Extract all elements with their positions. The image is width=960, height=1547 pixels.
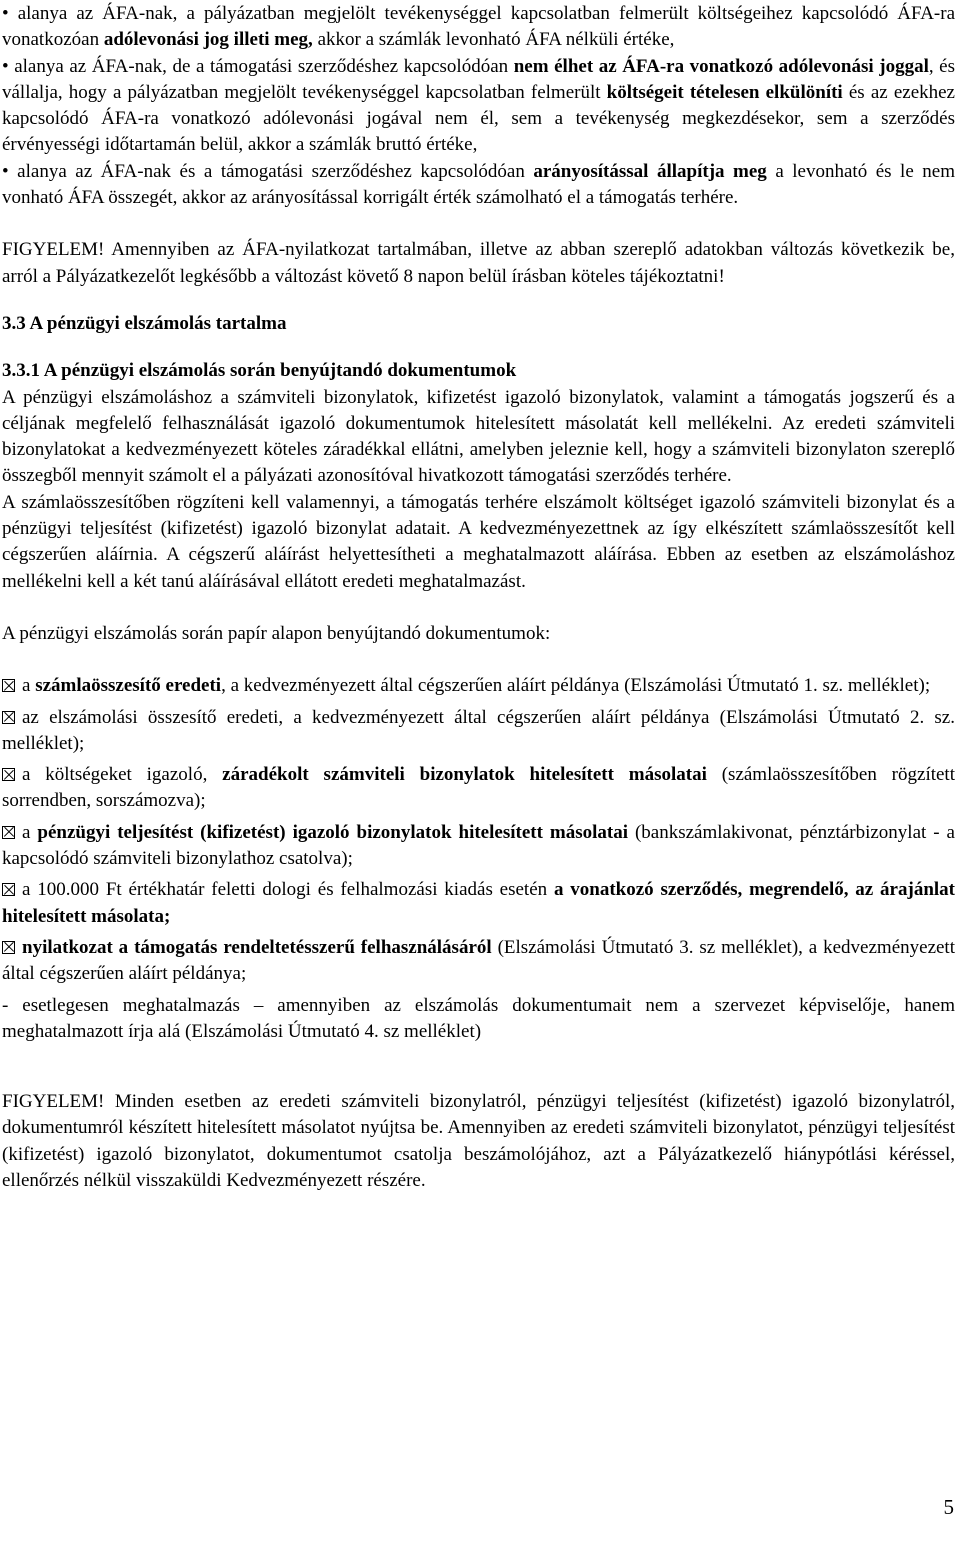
dash-item-authorization: - esetlegesen meghatalmazás – amennyiben az elszámolás dokumentumait nem a szervezet képviselője, hanem meghatalmazott írja alá (Elszámolási Útmutató 4. sz melléklet) <box>2 994 955 1042</box>
checkbox-x-icon <box>2 679 15 692</box>
checklist-item: a költségeket igazoló, záradékolt számviteli bizonylatok hitelesített másolatai (számlaösszesítőben rögzített sorrendben, sorszámozva); <box>2 764 955 812</box>
section-heading-3-3: 3.3 A pénzügyi elszámolás tartalma <box>2 312 287 334</box>
checkbox-x-icon <box>2 768 15 781</box>
checkbox-x-icon <box>2 711 15 724</box>
checklist-item: a pénzügyi teljesítést (kifizetést) igazoló bizonylatok hitelesített másolatai (bankszámlakivonat, pénztárbizonylat - a kapcsolódó számviteli bizonylathoz csatolva); <box>2 821 955 870</box>
document-checklist <box>2 673 955 1045</box>
page-number: 5 <box>943 1495 954 1519</box>
warning-notice-2: FIGYELEM! Minden esetben az eredeti számviteli bizonylatról, pénzügyi teljesítést (kifizetést) igazoló bizonylatról, dokumentumról készített hitelesített másolatot nyújtsa be. Amennyiben az eredeti számviteli bizonylatot, pénzügyi teljesítést (kifizetést) igazoló bizonylatot, dokumentumot csatolja beszámolójához, azt a Pályázatkezelő hiánypótlási kéréssel, ellenőrzés nélkül visszaküldi Kedvezményezett részére. <box>2 1091 955 1191</box>
checklist-item: az elszámolási összesítő eredeti, a kedvezményezett által cégszerűen aláírt példánya (Elszámolási Útmutató 2. sz. melléklet); <box>2 706 955 754</box>
section-heading-3-3-1: 3.3.1 A pénzügyi elszámolás során benyújtandó dokumentumok <box>2 360 517 382</box>
checkbox-x-icon <box>2 883 15 896</box>
checklist-item: a 100.000 Ft értékhatár feletti dologi és felhalmozási kiadás esetén a vonatkozó szerződés, megrendelő, az árajánlat hitelesített másolata; <box>2 879 955 927</box>
checkbox-x-icon <box>2 941 15 954</box>
paragraph-attachments: A pénzügyi elszámoláshoz a számviteli bizonylatok, kifizetést igazoló bizonylatok, valamint a támogatás jogszerű és a céljának megfelelő felhasználását igazoló dokumentumok hitelesített másolatát kell mellékelni. Az eredeti számviteli bizonylatokat a kedvezményezett köteles záradékkal ellátni, amelyben jeleznie kell, hogy a számviteli bizonylaton szereplő összegből mennyit számolt el a pályázati azonosítóval hivatkozott támogatási szerződés terhére. <box>2 386 955 487</box>
warning-notice-1: FIGYELEM! Amennyiben az ÁFA-nyilatkozat tartalmában, illetve az abban szereplő adatokban változás következik be, arról a Pályázatkezelőt legkésőbb a változást követő 8 napon belül írásban köteles tájékoztatni! <box>2 239 955 287</box>
vat-bullet-1: • alanya az ÁFA-nak, a pályázatban megjelölt tevékenységgel kapcsolatban felmerült költségeihez kapcsolódó ÁFA-ra vonatkozóan adólevonási jog illeti meg, akkor a számlák levonható ÁFA nélküli értéke, <box>2 3 955 51</box>
vat-bullet-3: • alanya az ÁFA-nak és a támogatási szerződéshez kapcsolódóan arányosítással állapítja meg a levonható és le nem vonható ÁFA összegét, akkor az arányosítással korrigált érték számolható el a támogatás terhére. <box>2 160 955 209</box>
vat-bullet-2: • alanya az ÁFA-nak, de a támogatási szerződéshez kapcsolódóan nem élhet az ÁFA-ra vonatkozó adólevonási joggal, és vállalja, hogy a pályázatban megjelölt tevékenységgel kapcsolatban felmerült költségeit tételesen elkülöníti és az ezekhez kapcsolódó ÁFA-ra vonatkozó adólevonási jogával nem él, sem a tevékenység megkezdésekor, sem a szerződés érvényességi időtartamán belül, akkor a számlák bruttó értéke, <box>2 55 955 156</box>
checklist-item: a számlaösszesítő eredeti, a kedvezményezett által cégszerűen aláírt példánya (Elszámolási Útmutató 1. sz. melléklet); <box>2 673 955 699</box>
document-page <box>2 1 955 1194</box>
checkbox-x-icon <box>2 826 15 839</box>
paragraph-paper-documents: A pénzügyi elszámolás során papír alapon benyújtandó dokumentumok: <box>2 622 551 644</box>
paragraph-invoice-summary: A számlaösszesítőben rögzíteni kell valamennyi, a támogatás terhére elszámolt költséget igazoló számviteli bizonylat és a pénzügyi teljesítést (kifizetést) igazoló bizonylat adatait. A kedvezményezettnek az így elkészített számlaösszesítőt kell cégszerűen aláírnia. A cégszerű aláírást helyettesítheti a meghatalmazott aláírása. Ebben az esetben az elszámoláshoz mellékelni kell a két tanú aláírásával ellátott eredeti meghatalmazást. <box>2 491 955 592</box>
warning-label: FIGYELEM! <box>2 1091 105 1113</box>
warning-label: FIGYELEM! <box>2 239 105 261</box>
checklist-item: nyilatkozat a támogatás rendeltetésszerű felhasználásáról (Elszámolási Útmutató 3. sz melléklet), a kedvezményezett által cégszerűen aláírt példánya; <box>2 936 955 985</box>
